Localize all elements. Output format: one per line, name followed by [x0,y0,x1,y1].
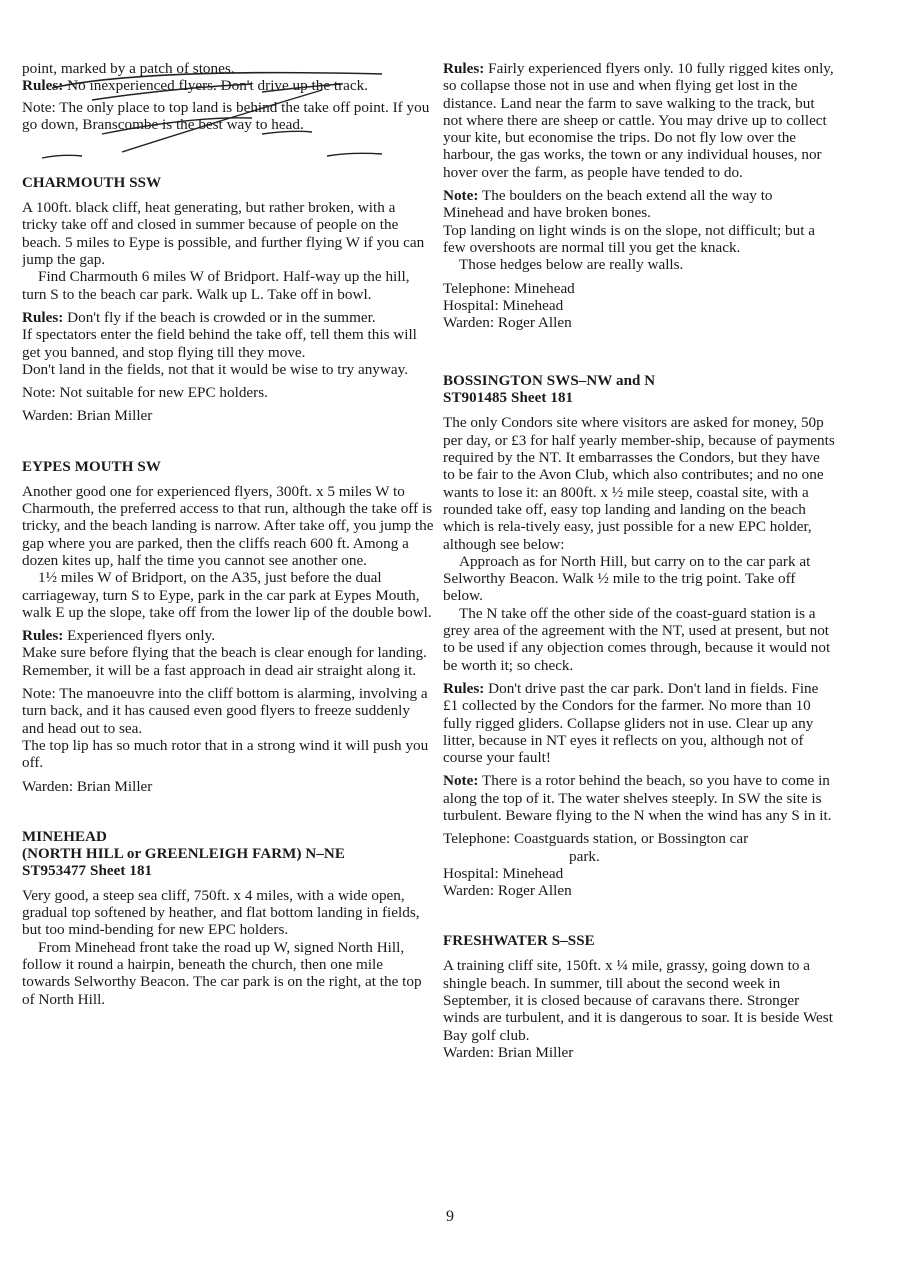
section-rules: Rules: Experienced flyers only. [22,627,216,645]
bossington-section [443,373,835,899]
eypes-mouth-section [22,459,434,795]
rules-label: Rules: [443,679,485,697]
section-warden: Warden: Brian Miller [22,407,153,425]
minehead-continued-section [443,60,835,331]
section-directions: From Minehead front take the road up W, signed North Hill, follow it round a hairpin, beneath the church, then one mile towards Selworthy Beacon. The car park is on the right, at the top of North Hill. [22,938,422,1008]
intro-section [22,60,434,133]
section-rules: Rules: Don't drive past the car park. Don't land in fields. Fine £1 collected by the Condors for the farmer. No more than 10 fully rigged gliders. Collapse gliders not in use. Clear up any litter, because in NT eyes it reflects on you, although not of course your fault! [443,679,819,767]
section-heading: BOSSINGTON SWS–NW and N [443,373,656,390]
section-hospital: Hospital: Minehead [443,864,564,882]
charmouth-section [22,175,434,425]
minehead-section [22,829,434,1008]
section-rules: Rules: Don't fly if the beach is crowded or in the summer. [22,308,376,326]
section-directions: Approach as for North Hill, but carry on to the car park at Selworthy Beacon. Walk ½ mile to the trig point. Take off below. [443,552,811,605]
rules-label: Rules: [22,308,64,326]
right-column [443,60,835,1067]
section-warden: Warden: Brian Miller [22,777,153,795]
section-hospital: Hospital: Minehead [443,296,564,314]
note-label: Note: [22,685,56,703]
section-description: Very good, a steep sea cliff, 750ft. x 4 miles, with a wide open, gradual top softened by heather, and flat bottom landing in fields, but too mind-bending for new EPC holders. [22,886,420,939]
section-note: Note: There is a rotor behind the beach, so you have to come in along the top of it. The water shelves steeply. In SW the site is turbulent. Beware flying to the N when the wind has any S in it. [443,772,832,824]
section-description: A training cliff site, 150ft. x ¼ mile, grassy, going down to a shingle beach. In summer, till about the second week in September, it is closed because of caravans there. Stronger winds are turbulent, and it is dangerous to soar. It is beside West Bay golf club. [443,957,833,1044]
section-rules-line: Make sure before flying that the beach is clear enough for landing. Remember, it will be a fast approach in dead air straight along it. [22,644,427,679]
section-telephone: Telephone: Minehead [443,279,575,297]
page-number: 9 [446,1208,454,1225]
section-north-takeoff: The N take off the other side of the coast-guard station is a grey area of the agreement with the NT, used at present, but not to be used if any objection comes through, because it would not be worth it; so check. [443,604,831,674]
section-heading: CHARMOUTH SSW [22,175,162,192]
section-telephone: Telephone: Coastguards station, or Bossington car [443,830,749,848]
section-warden: Warden: Roger Allen [443,882,572,900]
freshwater-section [443,933,835,1061]
section-heading: EYPES MOUTH SW [22,458,161,475]
note-label: Note: [443,187,479,205]
section-heading: FRESHWATER S–SSE [443,933,595,950]
section-note-line: Those hedges below are really walls. [459,256,684,274]
note-label: Note: [22,384,56,402]
section-heading: MINEHEAD [22,828,107,845]
note-label: Note: [443,772,479,790]
section-description: The only Condors site where visitors are asked for money, 50p per day, or £3 for half yearly member-ship, because of payments required by the NT. It embarrasses the Condors, but they have to be fair to the Avon Club, which also contributes; and no one wants to lose it: an 800ft. x ½ mile steep, coastal site, with a rounded take off, easy top landing and landing on the beach which is rela-tively easy, just possible for a new EPC holder, although see below: [443,414,835,553]
section-subheading: (NORTH HILL or GREENLEIGH FARM) N–NE [22,845,345,862]
section-grid-ref: ST901485 Sheet 181 [443,390,574,407]
intro-rules [22,77,434,94]
section-warden: Warden: Brian Miller [443,1043,574,1061]
section-rules-line: Don't land in the fields, not that it would be wise to try anyway. [22,360,409,378]
section-directions: Find Charmouth 6 miles W of Bridport. Half-way up the hill, turn S to the beach car park. Walk up L. Take off in bowl. [22,268,410,303]
section-description: Another good one for experienced flyers, 300ft. x 5 miles W to Charmouth, the preferred access to that run, although the take off is tricky, and the beach landing is narrow. After take off, you jump the gap where you are parked, then the cliffs reach 600 ft. Among a dozen kites up, half the time you cannot see another one. [22,482,434,569]
section-description: A 100ft. black cliff, heat generating, but rather broken, with a tricky take off and closed in summer because of people on the beach. 5 miles to Eype is possible, and further flying W if you can jump the gap. [22,199,425,269]
section-note-line: Top landing on light winds is on the slope, not difficult; but a few overshoots are normal till you get the knack. [443,221,815,256]
intro-rules-text: No inexperienced flyers. Don't drive up the track. [63,77,369,95]
section-rules-line: If spectators enter the field behind the take off, tell them this will get you banned, and stop flying till they move. [22,326,417,361]
section-note: Note: Not suitable for new EPC holders. [22,384,268,402]
section-directions: 1½ miles W of Bridport, on the A35, just before the dual carriageway, turn S to Eype, park in the car park at Eypes Mouth, walk E up the slope, take off from the lower lip of the double bowl. [22,569,432,621]
section-note-line: The top lip has so much rotor that in a strong wind it will push you off. [22,736,429,772]
intro-line: point, marked by a patch of stones. [22,60,235,77]
left-column [22,60,434,1014]
rules-label: Rules: [22,627,64,645]
intro-note [22,99,434,134]
section-rules: Rules: Fairly experienced flyers only. 10 fully rigged kites only, so collapse those not in use and when flying get lost in the distance. Land near the farm to save walking to the track, but not where there are sheep or cattle. You may drive up to collect your kite, but economise the trips. Do not fly low over the harbour, the gas works, the town or any individual houses, nor hover over the farm, as people have tended to do. [443,60,834,181]
section-note: Note: The manoeuvre into the cliff bottom is alarming, involving a turn back, and it has caused even good flyers to freeze suddenly and head out to sea. [22,685,428,737]
section-note: Note: The boulders on the beach extend all the way to Minehead and have broken bones. [443,187,773,222]
rules-label: Rules: [443,60,485,77]
intro-note-text: The only place to top land is behind the take off point. If you go down, Branscombe is the best way to head. [22,98,430,133]
rules-label: Rules: [22,77,64,95]
section-grid-ref: ST953477 Sheet 181 [22,862,153,879]
section-telephone-cont: park. [569,847,600,865]
note-label: Note: [22,98,56,116]
section-warden: Warden: Roger Allen [443,314,572,332]
